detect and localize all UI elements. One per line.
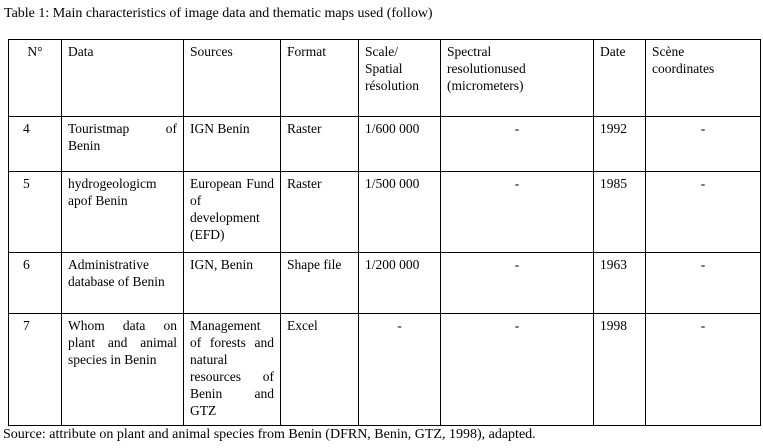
cell-date: 1963 <box>594 253 646 314</box>
cell-scale: 1/200 000 <box>359 253 441 314</box>
cell-num: 5 <box>9 172 62 253</box>
cell-scale: - <box>359 314 441 426</box>
cell-sources: European Fund of development (EFD) <box>184 172 281 253</box>
cell-data: Whom data on plant and animal species in Benin <box>62 314 184 426</box>
header-spectral-line: (micrometers) <box>447 78 524 93</box>
table-row <box>9 172 761 253</box>
cell-format: Raster <box>281 172 359 253</box>
cell-data: Touristmap of Benin <box>62 117 184 172</box>
cell-data: Administrative database of Benin <box>62 253 184 314</box>
cell-num: 6 <box>9 253 62 314</box>
table-row <box>9 117 761 172</box>
header-sources: Sources <box>184 40 281 117</box>
cell-num: 4 <box>9 117 62 172</box>
header-coords <box>646 40 761 117</box>
cell-spectral: - <box>441 117 594 172</box>
cell-coords: - <box>646 117 761 172</box>
cell-date: 1992 <box>594 117 646 172</box>
cell-sources: IGN Benin <box>184 117 281 172</box>
header-date: Date <box>594 40 646 117</box>
table-row <box>9 314 761 426</box>
cell-coords: - <box>646 172 761 253</box>
cell-data: hydrogeologicm apof Benin <box>62 172 184 253</box>
cell-date: 1998 <box>594 314 646 426</box>
header-spectral <box>441 40 594 117</box>
cell-spectral: - <box>441 314 594 426</box>
source-note: Source: attribute on plant and animal species from Benin (DFRN, Benin, GTZ, 1998), adapted. <box>3 427 536 442</box>
cell-sources: IGN, Benin <box>184 253 281 314</box>
table-caption: Table 1: Main characteristics of image data and thematic maps used (follow) <box>4 6 433 21</box>
cell-spectral: - <box>441 253 594 314</box>
cell-format: Shape file <box>281 253 359 314</box>
header-coords-line: coordinates <box>652 61 715 76</box>
header-scale-line: résolution <box>365 78 419 93</box>
cell-scale: 1/500 000 <box>359 172 441 253</box>
header-coords-line: Scène <box>652 44 685 59</box>
cell-coords: - <box>646 253 761 314</box>
cell-date: 1985 <box>594 172 646 253</box>
cell-scale: 1/600 000 <box>359 117 441 172</box>
cell-sources: Management of forests and natural resources of Benin and GTZ <box>184 314 281 426</box>
header-format: Format <box>281 40 359 117</box>
header-spectral-line: Spectral <box>447 44 492 59</box>
header-scale-line: Spatial <box>365 61 403 76</box>
table-row <box>9 253 761 314</box>
header-row <box>9 40 761 117</box>
cell-num: 7 <box>9 314 62 426</box>
cell-format: Excel <box>281 314 359 426</box>
header-data: Data <box>62 40 184 117</box>
cell-spectral: - <box>441 172 594 253</box>
characteristics-table <box>8 39 761 426</box>
header-scale-line: Scale/ <box>365 44 398 59</box>
cell-format: Raster <box>281 117 359 172</box>
header-num: N° <box>9 40 62 117</box>
header-scale <box>359 40 441 117</box>
header-spectral-line: resolutionused <box>447 61 526 76</box>
cell-coords: - <box>646 314 761 426</box>
